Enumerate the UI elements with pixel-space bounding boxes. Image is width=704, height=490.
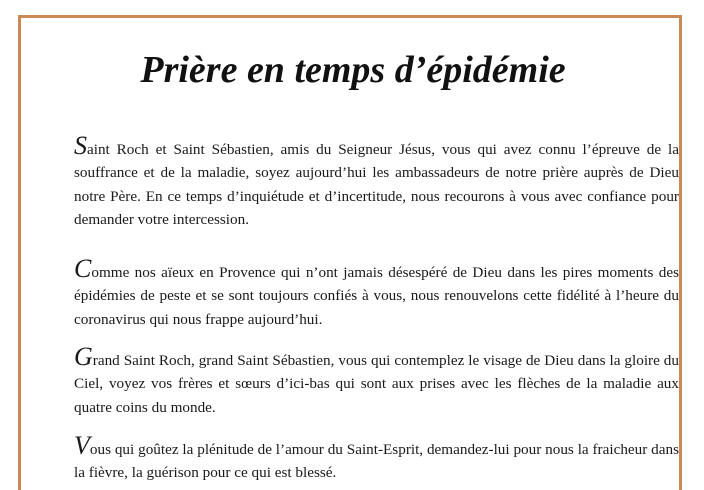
- drop-cap: V: [74, 431, 90, 460]
- drop-cap: G: [74, 342, 93, 371]
- page-frame: [18, 15, 682, 490]
- paragraph-text: rand Saint Roch, grand Saint Sébastien, vous qui contemplez le visage de Dieu dans la gloire du Ciel, voyez vos frères et sœurs d’ici-bas qui sont aux prises avec les flèches de la maladie aux quatre coins du monde.: [74, 352, 679, 416]
- page-title: Prière en temps d’épidémie: [140, 49, 566, 91]
- drop-cap: C: [74, 254, 92, 283]
- drop-cap: S: [74, 131, 87, 160]
- paragraph-text: omme nos aïeux en Provence qui n’ont jamais désespéré de Dieu dans les pires moments des épidémies de peste et se sont toujours confiés à vous, nous renouvelons cette fidélité à l’heure du coronavirus qui nous frappe aujourd’hui.: [74, 264, 679, 328]
- paragraph-1: [74, 131, 679, 232]
- paragraph-text: aint Roch et Saint Sébastien, amis du Seigneur Jésus, vous qui avez connu l’épreuve de la souffrance et de la maladie, soyez aujourd’hui les ambassadeurs de notre prière auprès de Dieu notre Père. En ce temps d’inquiétude et d’incertitude, nous recourons à vous avec confiance pour demander votre intercession.: [74, 141, 679, 229]
- paragraph-text: ous qui goûtez la plénitude de l’amour du Saint-Esprit, demandez-lui pour nous la fraicheur dans la fièvre, la guérison pour ce qui est blessé.: [74, 441, 679, 482]
- paragraph-2: [74, 254, 679, 331]
- paragraph-3: [74, 342, 679, 419]
- paragraph-4: [74, 431, 679, 485]
